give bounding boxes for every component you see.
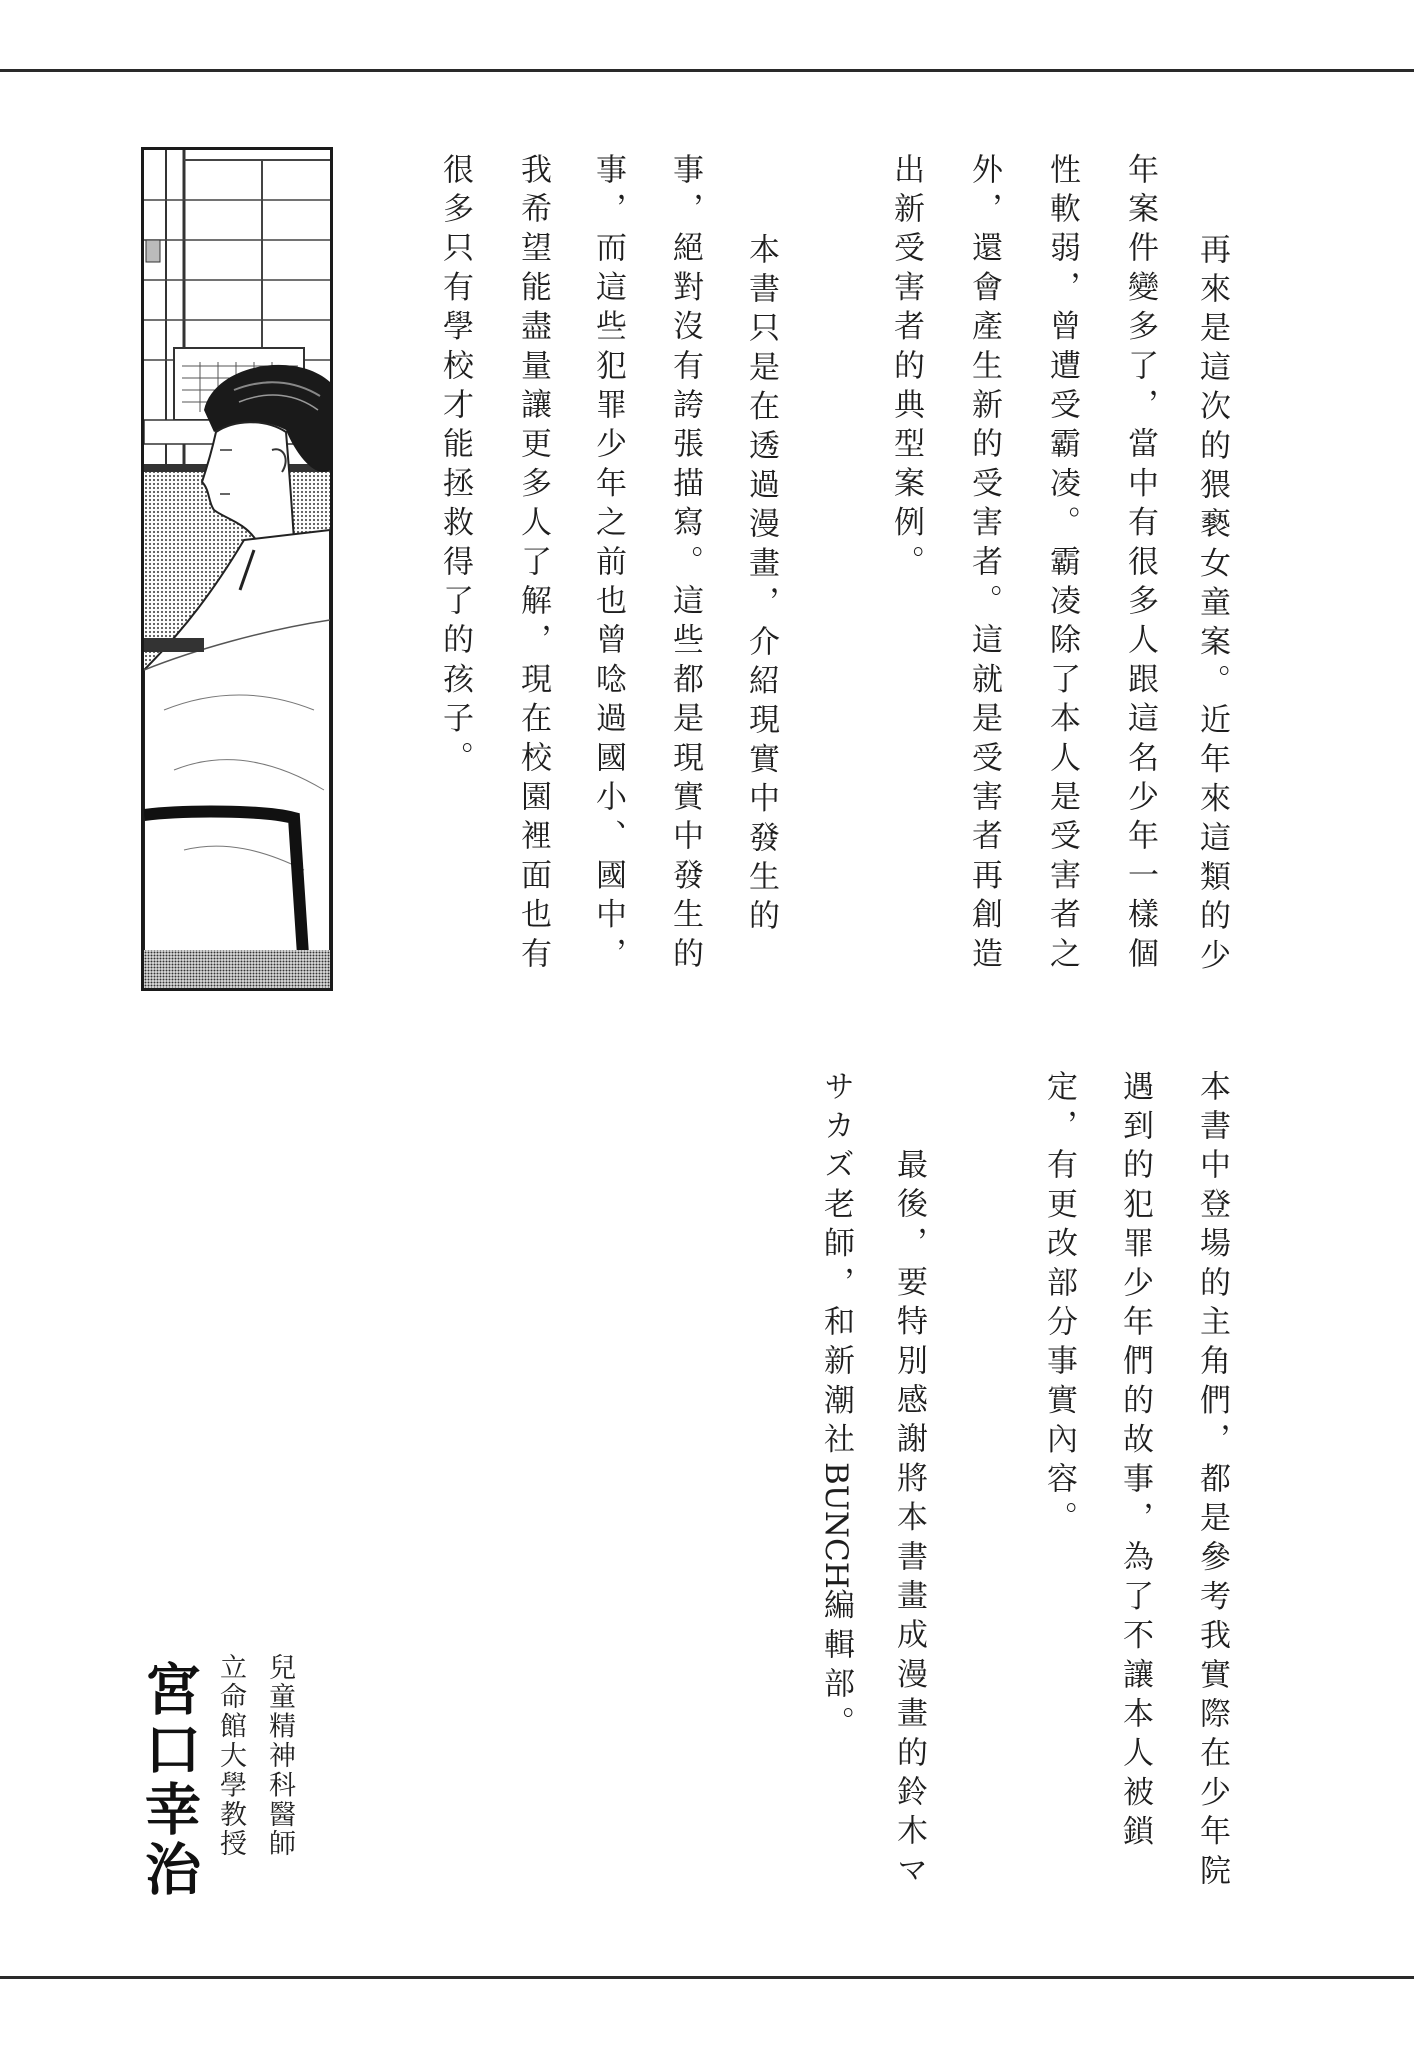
illustration-panel xyxy=(141,147,333,991)
paragraph-2-line-4: 我希望能盡量讓更多人了解，現在校園裡面也有 xyxy=(515,153,551,977)
paragraph-4-line-2-start: サカズ老師，和新潮社 xyxy=(818,1070,854,1462)
paragraph-3-line-3: 定，有更改部分事實內容。 xyxy=(1041,1070,1077,1541)
paragraph-3-line-1: 本書中登場的主角們，都是參考我實際在少年院 xyxy=(1194,1070,1230,1894)
author-title-psychiatrist: 兒童精神科醫師 xyxy=(264,1653,295,1859)
paragraph-1-line-4: 外，還會產生新的受害者。這就是受害者再創造 xyxy=(966,153,1002,977)
paragraph-1-line-5: 出新受害者的典型案例。 xyxy=(888,153,924,585)
paragraph-1-line-3: 性軟弱，曾遭受霸凌。霸凌除了本人是受害者之 xyxy=(1044,153,1080,977)
paragraph-1-line-1: 再來是這次的猥褻女童案。近年來這類的少 xyxy=(1194,233,1230,978)
paragraph-4-line-2 xyxy=(818,1070,854,1746)
paragraph-2-line-1: 本書只是在透過漫畫，介紹現實中發生的 xyxy=(743,233,779,939)
paragraph-2-line-5: 很多只有學校才能拯救得了的孩子。 xyxy=(437,153,473,781)
paragraph-1-line-2: 年案件變多了，當中有很多人跟這名少年一樣個 xyxy=(1122,153,1158,977)
paragraph-2-line-3: 事，而這些犯罪少年之前也曾唸過國小、國中， xyxy=(590,153,626,977)
paragraph-2-line-2: 事，絕對沒有誇張描寫。這些都是現實中發生的 xyxy=(667,153,703,977)
paragraph-3-line-2: 遇到的犯罪少年們的故事，為了不讓本人被鎖 xyxy=(1117,1070,1153,1854)
top-border-rule xyxy=(0,69,1414,72)
author-title-professor: 立命館大學教授 xyxy=(215,1653,246,1859)
doctor-illustration xyxy=(144,150,330,988)
paragraph-4-line-2-end: 編輯部。 xyxy=(818,1588,854,1746)
paragraph-4-line-1: 最後，要特別感謝將本書畫成漫畫的鈴木マ xyxy=(891,1148,927,1893)
author-name: 宮口幸治 xyxy=(136,1660,202,1900)
publisher-imprint-bunch: BUNCH xyxy=(818,1462,854,1589)
bottom-border-rule xyxy=(0,1976,1414,1979)
